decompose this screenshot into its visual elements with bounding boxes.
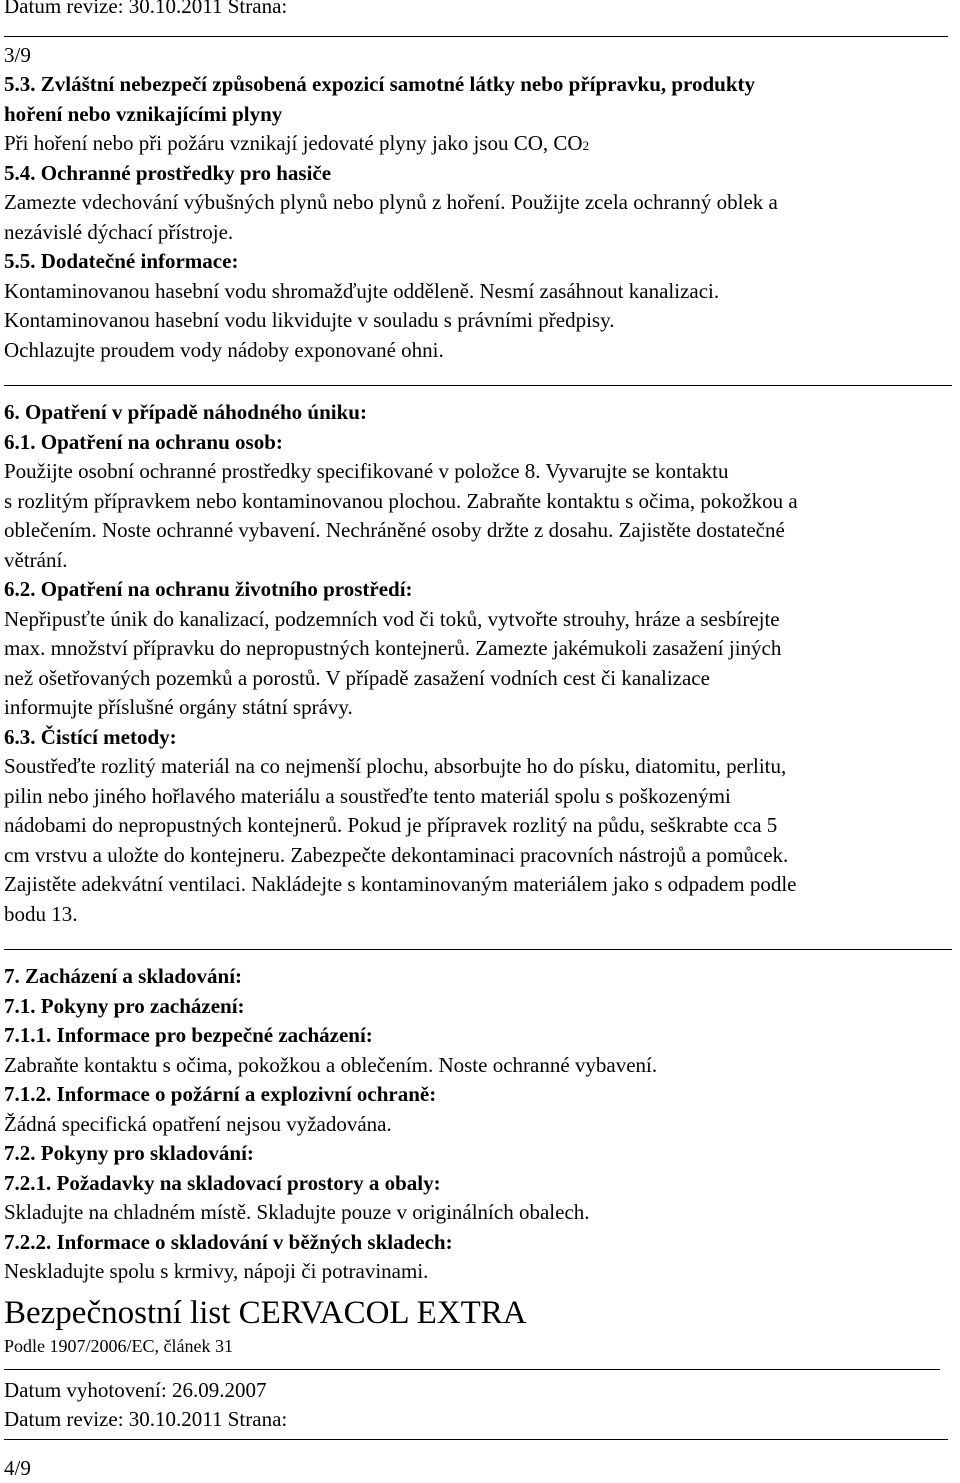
footer-rule	[4, 1369, 940, 1370]
date-created: Datum vyhotovení: 26.09.2007	[4, 1376, 956, 1406]
section-6-3-text-4: cm vrstvu a uložte do kontejneru. Zabezpečte dekontaminaci pracovních nástrojů a pomůcek.	[4, 841, 956, 871]
section-6-2-text-3: než ošetřovaných pozemků a porostů. V případě zasažení vodních cest či kanalizace	[4, 664, 956, 694]
section-6-3-text-5: Zajistěte adekvátní ventilaci. Nakládejte s kontaminovaným materiálem jako s odpadem podle	[4, 870, 956, 900]
section-7-2-1-heading: 7.2.1. Požadavky na skladovací prostory a obaly:	[4, 1169, 956, 1199]
section-7-heading: 7. Zacházení a skladování:	[4, 962, 956, 992]
header-page-number: 3/9	[4, 41, 956, 71]
section-5-5-text-2: Kontaminovanou hasební vodu likvidujte v souladu s právními předpisy.	[4, 306, 956, 336]
footer-rule-2	[4, 1439, 948, 1440]
section-5-4-heading: 5.4. Ochranné prostředky pro hasiče	[4, 159, 956, 189]
document-subtitle: Podle 1907/2006/EC, článek 31	[4, 1333, 956, 1359]
section-6-3-text-1: Soustřeďte rozlitý materiál na co nejmenší plochu, absorbujte ho do písku, diatomitu, perlitu,	[4, 752, 956, 782]
document-page	[4, 0, 956, 1483]
section-7-1-2-text: Žádná specifická opatření nejsou vyžadována.	[4, 1110, 956, 1140]
section-5-5-heading: 5.5. Dodatečné informace:	[4, 247, 956, 277]
section-6-1-text-4: větrání.	[4, 546, 956, 576]
section-7-1-2-heading: 7.1.2. Informace o požární a explozivní ochraně:	[4, 1080, 956, 1110]
section-6-1-text-1: Použijte osobní ochranné prostředky specifikované v položce 8. Vyvarujte se kontaktu	[4, 457, 956, 487]
section-5-4-text-2: nezávislé dýchací přístroje.	[4, 218, 956, 248]
section-5-5-text-1: Kontaminovanou hasební vodu shromažďujte odděleně. Nesmí zasáhnout kanalizaci.	[4, 277, 956, 307]
section-6-2-text-2: max. množství přípravku do nepropustných kontejnerů. Zamezte jakémukoli zasažení jiných	[4, 634, 956, 664]
section-7-1-1-text: Zabraňte kontaktu s očima, pokožkou a oblečením. Noste ochranné vybavení.	[4, 1051, 956, 1081]
header-rule	[4, 36, 948, 37]
section-divider	[4, 949, 952, 950]
section-5-3-heading-cont: hoření nebo vznikajícími plyny	[4, 100, 956, 130]
section-6-1-text-2: s rozlitým přípravkem nebo kontaminovanou plochou. Zabraňte kontaktu s očima, pokožkou a	[4, 487, 956, 517]
section-6-3-text-3: nádobami do nepropustných kontejnerů. Pokud je přípravek rozlitý na půdu, seškrabte cca 5	[4, 811, 956, 841]
section-5-3-text: Při hoření nebo při požáru vznikají jedovaté plyny jako jsou CO, CO2	[4, 129, 956, 159]
section-6-heading: 6. Opatření v případě náhodného úniku:	[4, 398, 956, 428]
footer-page-number: 4/9	[4, 1454, 956, 1483]
section-6-3-text-6: bodu 13.	[4, 900, 956, 930]
section-6-2-heading: 6.2. Opatření na ochranu životního prostředí:	[4, 575, 956, 605]
section-7-2-2-text: Neskladujte spolu s krmivy, nápoji či potravinami.	[4, 1257, 956, 1287]
header-revision: Datum revize: 30.10.2011 Strana:	[4, 0, 956, 22]
section-6-3-text-2: pilin nebo jiného hořlavého materiálu a soustřeďte tento materiál spolu s poškozenými	[4, 782, 956, 812]
section-7-2-1-text: Skladujte na chladném místě. Skladujte pouze v originálních obalech.	[4, 1198, 956, 1228]
document-title: Bezpečnostní list CERVACOL EXTRA	[4, 1293, 956, 1333]
section-7-1-heading: 7.1. Pokyny pro zacházení:	[4, 992, 956, 1022]
section-6-1-text-3: oblečením. Noste ochranné vybavení. Nechráněné osoby držte z dosahu. Zajistěte dostatečné	[4, 516, 956, 546]
subscript-2: 2	[583, 138, 590, 153]
section-5-4-text-1: Zamezte vdechování výbušných plynů nebo plynů z hoření. Použijte zcela ochranný oblek a	[4, 188, 956, 218]
section-6-1-heading: 6.1. Opatření na ochranu osob:	[4, 428, 956, 458]
section-7-2-heading: 7.2. Pokyny pro skladování:	[4, 1139, 956, 1169]
section-divider	[4, 385, 952, 386]
section-7-2-2-heading: 7.2.2. Informace o skladování v běžných skladech:	[4, 1228, 956, 1258]
section-6-2-text-1: Nepřipusťte únik do kanalizací, podzemních vod či toků, vytvořte strouhy, hráze a sesbírejte	[4, 605, 956, 635]
section-6-3-heading: 6.3. Čistící metody:	[4, 723, 956, 753]
section-7-1-1-heading: 7.1.1. Informace pro bezpečné zacházení:	[4, 1021, 956, 1051]
date-revision: Datum revize: 30.10.2011 Strana:	[4, 1405, 956, 1435]
section-5-5-text-3: Ochlazujte proudem vody nádoby exponované ohni.	[4, 336, 956, 366]
section-6-2-text-4: informujte příslušné orgány státní správy.	[4, 693, 956, 723]
section-5-3-heading: 5.3. Zvláštní nebezpečí způsobená expozicí samotné látky nebo přípravku, produkty	[4, 70, 956, 100]
